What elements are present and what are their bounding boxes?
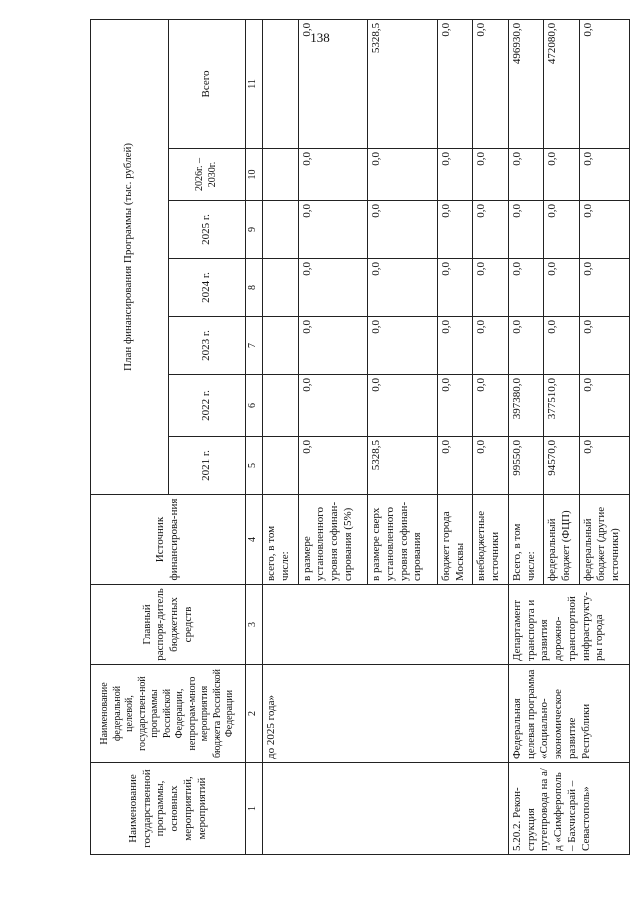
value-cell: 0,0 xyxy=(473,149,508,201)
value-cell: 0,0 xyxy=(579,375,629,437)
header-year: 2022 г. xyxy=(168,375,246,437)
header-year: 2021 г. xyxy=(168,437,246,495)
value-cell xyxy=(263,375,298,437)
col-number: 9 xyxy=(246,201,263,259)
col-number: 10 xyxy=(246,149,263,201)
col-number: 5 xyxy=(246,437,263,495)
value-cell: 94570,0 xyxy=(544,437,579,495)
col-number: 1 xyxy=(246,763,263,855)
value-cell: 0,0 xyxy=(437,149,472,201)
value-cell: 377510,0 xyxy=(544,375,579,437)
value-cell: 0,0 xyxy=(437,317,472,375)
col-number: 6 xyxy=(246,375,263,437)
source-cell: в размере сверх установленного уровня софинан-сирования xyxy=(368,495,438,585)
value-cell xyxy=(263,201,298,259)
value-cell: 0,0 xyxy=(298,149,368,201)
source-cell: внебюджетные источники xyxy=(473,495,508,585)
value-cell: 496930,0 xyxy=(508,19,543,148)
header-source: Источник финансирова-ния xyxy=(91,495,246,585)
source-cell: Всего, в том числе: xyxy=(508,495,543,585)
header-plan: План финансирования Программы (тыс. рублей) xyxy=(91,19,169,494)
value-cell: 0,0 xyxy=(544,149,579,201)
value-cell: 0,0 xyxy=(298,259,368,317)
value-cell: 0,0 xyxy=(368,375,438,437)
col-number: 8 xyxy=(246,259,263,317)
value-cell: 0,0 xyxy=(473,19,508,148)
value-cell: 0,0 xyxy=(368,317,438,375)
value-cell: 0,0 xyxy=(473,259,508,317)
col-number: 4 xyxy=(246,495,263,585)
value-cell: 0,0 xyxy=(579,317,629,375)
col-number: 11 xyxy=(246,19,263,148)
value-cell: 99550,0 xyxy=(508,437,543,495)
value-cell: 0,0 xyxy=(579,437,629,495)
header-year: 2025 г. xyxy=(168,201,246,259)
value-cell: 5328,5 xyxy=(368,437,438,495)
source-cell: федеральный бюджет (ФЦП) xyxy=(544,495,579,585)
value-cell xyxy=(263,19,298,148)
header-year: 2026г. – 2030г. xyxy=(168,149,246,201)
col-number: 7 xyxy=(246,317,263,375)
value-cell: 0,0 xyxy=(437,201,472,259)
value-cell: 0,0 xyxy=(544,259,579,317)
value-cell: 0,0 xyxy=(473,201,508,259)
value-cell: 0,0 xyxy=(544,201,579,259)
value-cell: 0,0 xyxy=(437,375,472,437)
value-cell: 0,0 xyxy=(298,375,368,437)
value-cell: 0,0 xyxy=(298,437,368,495)
col-number: 2 xyxy=(246,665,263,763)
source-cell: в размере установленного уровня софинан-сирования (5%) xyxy=(298,495,368,585)
value-cell xyxy=(263,149,298,201)
value-cell: 397380,0 xyxy=(508,375,543,437)
value-cell: 0,0 xyxy=(544,317,579,375)
value-cell: 0,0 xyxy=(437,19,472,148)
header-total: Всего xyxy=(168,19,246,148)
value-cell xyxy=(263,317,298,375)
value-cell: 0,0 xyxy=(508,317,543,375)
value-cell: 0,0 xyxy=(473,375,508,437)
value-cell: 0,0 xyxy=(508,201,543,259)
source-cell: федеральный бюджет (другие источники) xyxy=(579,495,629,585)
value-cell: 0,0 xyxy=(437,259,472,317)
value-cell: 0,0 xyxy=(298,201,368,259)
value-cell: 0,0 xyxy=(368,201,438,259)
value-cell: 0,0 xyxy=(437,437,472,495)
block1-col3 xyxy=(263,585,509,665)
source-cell: бюджет города Москвы xyxy=(437,495,472,585)
value-cell: 0,0 xyxy=(368,259,438,317)
value-cell: 5328,5 xyxy=(368,19,438,148)
value-cell: 0,0 xyxy=(473,317,508,375)
header-year: 2024 г. xyxy=(168,259,246,317)
financing-table xyxy=(90,19,630,855)
value-cell: 0,0 xyxy=(579,201,629,259)
value-cell: 472080,0 xyxy=(544,19,579,148)
col-number: 3 xyxy=(246,585,263,665)
value-cell: 0,0 xyxy=(579,259,629,317)
value-cell xyxy=(263,437,298,495)
block2-manager: Департамент транспорта и развития дорожно-транспортной инфраструкту-ры города xyxy=(508,585,629,665)
value-cell: 0,0 xyxy=(298,317,368,375)
value-cell: 0,0 xyxy=(298,19,368,148)
header-program-name: Наименование государственной программы, основных мероприятий, мероприятий xyxy=(91,763,246,855)
header-federal-name: Наименование федеральной целевой, государствен-ной программы Российской Федерации, непрограм-много мероприятия бюджета Российской Федерации xyxy=(91,665,246,763)
value-cell: 0,0 xyxy=(473,437,508,495)
value-cell: 0,0 xyxy=(508,149,543,201)
value-cell: 0,0 xyxy=(368,149,438,201)
value-cell: 0,0 xyxy=(579,19,629,148)
value-cell: 0,0 xyxy=(508,259,543,317)
block1-col1 xyxy=(263,763,509,855)
block2-program-name: 5.20.2. Рекон-струкция путепровода на а/д «Симферополь – Бахчисарай – Севастополь» xyxy=(508,763,629,855)
page-number: 138 xyxy=(310,30,330,45)
header-year: 2023 г. xyxy=(168,317,246,375)
source-cell: всего, в том числе: xyxy=(263,495,298,585)
block2-federal-program: Федеральная целевая программа «Социально-экономическое развитие Республики xyxy=(508,665,629,763)
value-cell xyxy=(263,259,298,317)
block1-col2: до 2025 года» xyxy=(263,665,509,763)
value-cell: 0,0 xyxy=(579,149,629,201)
header-manager: Главный распоря-дитель бюджетных средств xyxy=(91,585,246,665)
